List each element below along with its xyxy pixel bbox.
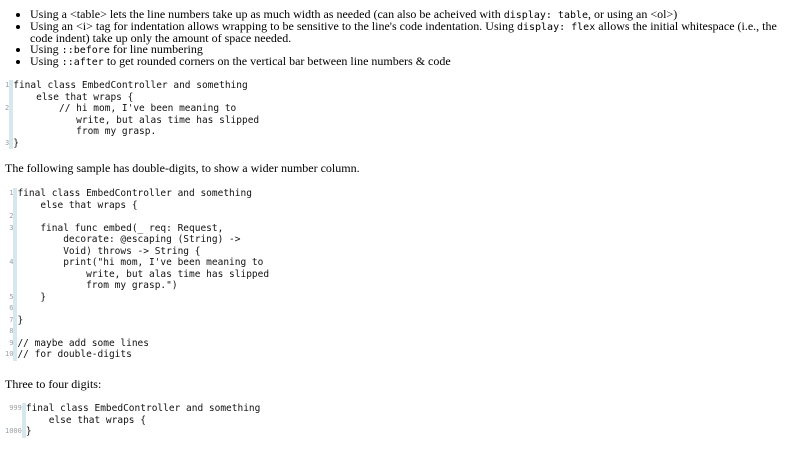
code-column	[17, 188, 269, 361]
code-line: // maybe add some lines	[17, 337, 149, 349]
line-number	[5, 200, 13, 212]
line-number: 5	[9, 292, 14, 301]
code-line: else that wraps {	[13, 91, 134, 103]
line-number: 7	[9, 315, 14, 324]
code-line: from my grasp.	[13, 126, 157, 137]
code-line: write, but alas time has slipped	[17, 268, 270, 280]
code-line: else that wraps {	[17, 199, 138, 211]
code-sample-2	[5, 188, 269, 361]
note-item: • Using ::after to get rounded corners on the vertical bar between line numbers & code	[30, 56, 800, 68]
line-number: 999	[9, 404, 22, 412]
code-sample-1	[5, 80, 259, 149]
line-number: 10	[5, 350, 14, 358]
line-number: 1	[5, 81, 10, 89]
code-column	[13, 80, 259, 149]
code-line: from my grasp.")	[17, 280, 178, 291]
line-number	[5, 415, 22, 427]
code-line: final class EmbedController and something	[13, 80, 248, 91]
code-line: else that wraps {	[25, 414, 146, 426]
line-number: 8	[9, 327, 14, 335]
line-number: 1000	[5, 427, 22, 435]
code-sample-3	[5, 403, 260, 438]
code-line	[17, 326, 269, 338]
line-number-column	[5, 403, 22, 438]
notes-list	[0, 0, 800, 68]
line-number: 1	[9, 189, 14, 197]
line-number: 3	[9, 223, 14, 232]
code-line: write, but alas time has slipped	[13, 114, 260, 126]
code-line: // for double-digits	[17, 349, 132, 360]
code-line: print("hi mom, I've been meaning to	[17, 257, 264, 268]
line-number: 4	[9, 258, 14, 266]
code-line: }	[17, 291, 47, 303]
code-line: }	[25, 426, 32, 437]
note-item: • Using a <table> lets the line numbers take up as much width as needed (can also be acheived with display: table, or using an <ol>)	[30, 9, 800, 21]
line-number	[5, 280, 13, 292]
code-line	[17, 303, 269, 315]
code-column	[26, 403, 261, 438]
code-line: final class EmbedController and something	[17, 188, 252, 199]
line-number	[5, 269, 13, 281]
line-number: 2	[9, 212, 14, 220]
line-number: 9	[9, 338, 14, 347]
paragraph-four-digits: Three to four digits:	[5, 377, 102, 391]
note-item: • Using ::before for line numbering	[30, 44, 800, 56]
line-number	[5, 234, 13, 246]
code-line: }	[13, 137, 19, 149]
line-number: 6	[9, 304, 14, 312]
line-number-column	[5, 188, 13, 361]
line-number: 3	[5, 138, 10, 147]
line-number: 2	[5, 104, 10, 112]
code-line	[17, 211, 269, 223]
code-line: Void) throws -> String {	[17, 245, 201, 257]
code-line: final func embed(_ req: Request,	[17, 222, 224, 234]
code-line: // hi mom, I've been meaning to	[13, 103, 237, 114]
paragraph-double-digits: The following sample has double-digits, to show a wider number column.	[5, 161, 360, 175]
note-item: • Using an <i> tag for indentation allows wrapping to be sensitive to the line's code indentation. Using display: flex allows the initial whitespace (i.e., the code indent) take up only the amount of space needed.	[30, 21, 800, 44]
code-line: final class EmbedController and something	[25, 403, 261, 414]
code-line: }	[17, 314, 24, 326]
line-number	[5, 246, 13, 258]
code-line: decorate: @escaping (String) ->	[17, 234, 241, 245]
